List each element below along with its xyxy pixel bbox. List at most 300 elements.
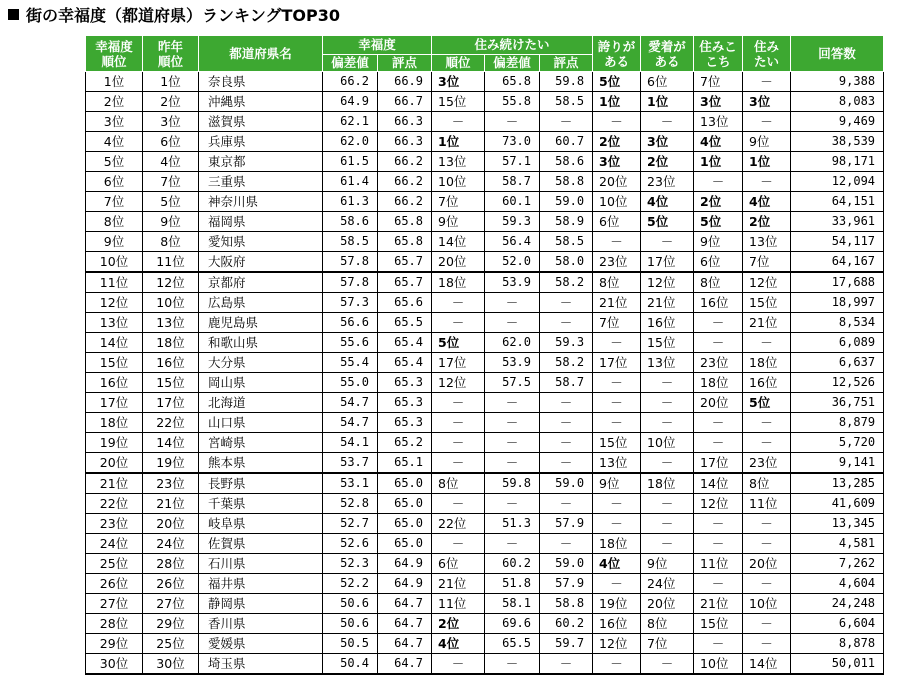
cell-want: －	[743, 574, 791, 594]
cell-want: 3位	[743, 92, 791, 112]
cell-kl-rank: 11位	[432, 594, 485, 614]
cell-count: 41,609	[791, 494, 884, 514]
cell-count: 9,388	[791, 72, 884, 92]
cell-kl-score: 58.9	[540, 212, 593, 232]
cell-dev: 50.6	[323, 614, 378, 634]
cell-kl-score: －	[540, 494, 593, 514]
cell-kl-dev: 62.0	[485, 333, 540, 353]
cell-kl-rank: 22位	[432, 514, 485, 534]
square-bullet-icon	[8, 9, 19, 20]
cell-kl-rank: 20位	[432, 252, 485, 273]
cell-kl-score: 59.0	[540, 192, 593, 212]
table-row	[86, 152, 884, 172]
cell-attach: 6位	[641, 72, 694, 92]
cell-comfort: －	[694, 634, 743, 654]
cell-prev-rank: 1位	[143, 72, 199, 92]
cell-score: 65.6	[378, 293, 432, 313]
cell-kl-dev: 60.2	[485, 554, 540, 574]
cell-pref: 宮崎県	[199, 433, 323, 453]
cell-count: 4,581	[791, 534, 884, 554]
cell-attach: －	[641, 393, 694, 413]
cell-score: 65.8	[378, 212, 432, 232]
cell-pride: 6位	[593, 212, 641, 232]
cell-kl-dev: －	[485, 393, 540, 413]
table-row	[86, 373, 884, 393]
cell-comfort: －	[694, 514, 743, 534]
cell-pride: －	[593, 494, 641, 514]
cell-pref: 佐賀県	[199, 534, 323, 554]
cell-pride: －	[593, 654, 641, 675]
cell-rank: 10位	[86, 252, 143, 273]
cell-score: 66.7	[378, 92, 432, 112]
cell-score: 65.0	[378, 494, 432, 514]
cell-kl-score: 58.5	[540, 232, 593, 252]
cell-rank: 4位	[86, 132, 143, 152]
cell-comfort: 5位	[694, 212, 743, 232]
cell-score: 65.8	[378, 232, 432, 252]
cell-kl-dev: －	[485, 534, 540, 554]
cell-kl-dev: 51.3	[485, 514, 540, 534]
cell-dev: 52.8	[323, 494, 378, 514]
cell-comfort: －	[694, 574, 743, 594]
cell-kl-rank: 9位	[432, 212, 485, 232]
cell-dev: 61.4	[323, 172, 378, 192]
cell-kl-dev: －	[485, 112, 540, 132]
cell-pref: 埼玉県	[199, 654, 323, 675]
cell-kl-rank: －	[432, 453, 485, 474]
cell-score: 64.7	[378, 634, 432, 654]
cell-prev-rank: 23位	[143, 473, 199, 494]
cell-kl-score: 59.0	[540, 473, 593, 494]
table-row	[86, 72, 884, 92]
cell-want: －	[743, 634, 791, 654]
cell-want: 23位	[743, 453, 791, 474]
cell-count: 13,285	[791, 473, 884, 494]
table-row	[86, 212, 884, 232]
cell-rank: 17位	[86, 393, 143, 413]
cell-attach: －	[641, 494, 694, 514]
cell-pride: 23位	[593, 252, 641, 273]
cell-pride: 2位	[593, 132, 641, 152]
cell-kl-score: －	[540, 534, 593, 554]
table-row	[86, 494, 884, 514]
table-row	[86, 92, 884, 112]
cell-count: 50,011	[791, 654, 884, 675]
cell-comfort: 21位	[694, 594, 743, 614]
cell-kl-dev: －	[485, 413, 540, 433]
cell-kl-score: 58.8	[540, 172, 593, 192]
cell-comfort: －	[694, 172, 743, 192]
cell-pref: 京都府	[199, 272, 323, 293]
cell-pride: 4位	[593, 554, 641, 574]
cell-dev: 62.0	[323, 132, 378, 152]
cell-want: －	[743, 413, 791, 433]
cell-comfort: 12位	[694, 494, 743, 514]
cell-pride: 19位	[593, 594, 641, 614]
cell-attach: －	[641, 453, 694, 474]
cell-attach: －	[641, 534, 694, 554]
cell-kl-dev: 56.4	[485, 232, 540, 252]
cell-kl-rank: 5位	[432, 333, 485, 353]
table-row	[86, 112, 884, 132]
cell-want: －	[743, 172, 791, 192]
cell-prev-rank: 10位	[143, 293, 199, 313]
cell-count: 98,171	[791, 152, 884, 172]
cell-dev: 52.3	[323, 554, 378, 574]
cell-rank: 28位	[86, 614, 143, 634]
cell-score: 65.0	[378, 473, 432, 494]
cell-attach: 3位	[641, 132, 694, 152]
cell-comfort: 10位	[694, 654, 743, 675]
cell-pride: －	[593, 112, 641, 132]
cell-count: 18,997	[791, 293, 884, 313]
cell-kl-rank: 10位	[432, 172, 485, 192]
cell-attach: 18位	[641, 473, 694, 494]
cell-kl-score: －	[540, 654, 593, 675]
table-row	[86, 333, 884, 353]
cell-attach: 24位	[641, 574, 694, 594]
cell-count: 8,879	[791, 413, 884, 433]
header-kl-rank: 順位	[432, 55, 485, 72]
cell-pref: 岡山県	[199, 373, 323, 393]
cell-rank: 27位	[86, 594, 143, 614]
cell-count: 38,539	[791, 132, 884, 152]
header-attach: 愛着がある	[641, 36, 694, 72]
cell-attach: 20位	[641, 594, 694, 614]
cell-rank: 25位	[86, 554, 143, 574]
cell-pref: 愛媛県	[199, 634, 323, 654]
cell-prev-rank: 3位	[143, 112, 199, 132]
cell-prev-rank: 6位	[143, 132, 199, 152]
cell-kl-score: －	[540, 293, 593, 313]
cell-count: 54,117	[791, 232, 884, 252]
cell-prev-rank: 13位	[143, 313, 199, 333]
cell-rank: 18位	[86, 413, 143, 433]
cell-attach: 10位	[641, 433, 694, 453]
cell-kl-score: 58.7	[540, 373, 593, 393]
header-prev-rank: 昨年順位	[143, 36, 199, 72]
cell-pref: 三重県	[199, 172, 323, 192]
cell-kl-dev: 60.1	[485, 192, 540, 212]
cell-kl-score: 60.2	[540, 614, 593, 634]
cell-dev: 52.2	[323, 574, 378, 594]
cell-dev: 53.7	[323, 453, 378, 474]
cell-prev-rank: 12位	[143, 272, 199, 293]
cell-count: 64,167	[791, 252, 884, 273]
cell-rank: 26位	[86, 574, 143, 594]
cell-comfort: 15位	[694, 614, 743, 634]
cell-pref: 奈良県	[199, 72, 323, 92]
cell-comfort: 2位	[694, 192, 743, 212]
cell-prev-rank: 18位	[143, 333, 199, 353]
cell-kl-dev: －	[485, 433, 540, 453]
cell-dev: 54.1	[323, 433, 378, 453]
cell-score: 64.7	[378, 654, 432, 675]
cell-rank: 29位	[86, 634, 143, 654]
cell-pref: 兵庫県	[199, 132, 323, 152]
cell-prev-rank: 21位	[143, 494, 199, 514]
cell-prev-rank: 25位	[143, 634, 199, 654]
cell-rank: 3位	[86, 112, 143, 132]
cell-rank: 5位	[86, 152, 143, 172]
cell-pref: 山口県	[199, 413, 323, 433]
cell-count: 8,534	[791, 313, 884, 333]
cell-kl-rank: 4位	[432, 634, 485, 654]
cell-kl-rank: －	[432, 494, 485, 514]
cell-pride: 18位	[593, 534, 641, 554]
cell-dev: 61.3	[323, 192, 378, 212]
cell-attach: 4位	[641, 192, 694, 212]
cell-want: 5位	[743, 393, 791, 413]
cell-count: 13,345	[791, 514, 884, 534]
cell-comfort: 23位	[694, 353, 743, 373]
cell-kl-score: 59.0	[540, 554, 593, 574]
cell-count: 24,248	[791, 594, 884, 614]
table-row	[86, 654, 884, 675]
cell-prev-rank: 9位	[143, 212, 199, 232]
cell-score: 66.9	[378, 72, 432, 92]
cell-attach: 13位	[641, 353, 694, 373]
cell-rank: 19位	[86, 433, 143, 453]
cell-prev-rank: 20位	[143, 514, 199, 534]
cell-prev-rank: 24位	[143, 534, 199, 554]
cell-score: 64.9	[378, 574, 432, 594]
cell-pride: 5位	[593, 72, 641, 92]
cell-kl-dev: 57.5	[485, 373, 540, 393]
header-count: 回答数	[791, 36, 884, 72]
cell-pref: 広島県	[199, 293, 323, 313]
cell-prev-rank: 2位	[143, 92, 199, 112]
cell-rank: 2位	[86, 92, 143, 112]
cell-pref: 鹿児島県	[199, 313, 323, 333]
cell-count: 12,094	[791, 172, 884, 192]
cell-comfort: －	[694, 333, 743, 353]
cell-attach: 5位	[641, 212, 694, 232]
cell-kl-score: 57.9	[540, 574, 593, 594]
cell-pref: 福井県	[199, 574, 323, 594]
cell-want: －	[743, 514, 791, 534]
cell-prev-rank: 27位	[143, 594, 199, 614]
cell-kl-dev: 58.1	[485, 594, 540, 614]
cell-dev: 57.8	[323, 272, 378, 293]
ranking-table-body	[86, 72, 884, 675]
cell-rank: 30位	[86, 654, 143, 675]
cell-want: 4位	[743, 192, 791, 212]
cell-want: 2位	[743, 212, 791, 232]
cell-want: －	[743, 433, 791, 453]
cell-prev-rank: 22位	[143, 413, 199, 433]
cell-count: 33,961	[791, 212, 884, 232]
cell-score: 65.5	[378, 313, 432, 333]
cell-kl-score: 58.0	[540, 252, 593, 273]
table-row	[86, 453, 884, 474]
cell-pref: 沖縄県	[199, 92, 323, 112]
cell-pride: －	[593, 413, 641, 433]
cell-kl-score: 58.5	[540, 92, 593, 112]
cell-pref: 福岡県	[199, 212, 323, 232]
cell-rank: 9位	[86, 232, 143, 252]
cell-dev: 50.4	[323, 654, 378, 675]
cell-pride: －	[593, 574, 641, 594]
cell-kl-rank: 7位	[432, 192, 485, 212]
cell-dev: 57.8	[323, 252, 378, 273]
cell-want: 14位	[743, 654, 791, 675]
cell-kl-score: －	[540, 453, 593, 474]
cell-pride: 16位	[593, 614, 641, 634]
cell-comfort: 3位	[694, 92, 743, 112]
cell-pride: －	[593, 232, 641, 252]
cell-kl-rank: －	[432, 413, 485, 433]
cell-kl-rank: －	[432, 313, 485, 333]
header-happiness: 幸福度	[323, 36, 432, 55]
cell-score: 65.7	[378, 272, 432, 293]
cell-score: 65.3	[378, 413, 432, 433]
page-title-text: 街の幸福度（都道府県）ランキングTOP30	[26, 6, 341, 25]
cell-comfort: 16位	[694, 293, 743, 313]
cell-comfort: 11位	[694, 554, 743, 574]
cell-kl-dev: 58.7	[485, 172, 540, 192]
cell-pref: 静岡県	[199, 594, 323, 614]
cell-attach: 9位	[641, 554, 694, 574]
cell-attach: －	[641, 654, 694, 675]
cell-pref: 北海道	[199, 393, 323, 413]
cell-prev-rank: 17位	[143, 393, 199, 413]
cell-kl-score: 59.8	[540, 72, 593, 92]
cell-prev-rank: 11位	[143, 252, 199, 273]
cell-rank: 15位	[86, 353, 143, 373]
cell-score: 65.1	[378, 453, 432, 474]
cell-pref: 滋賀県	[199, 112, 323, 132]
table-row	[86, 393, 884, 413]
cell-score: 66.3	[378, 132, 432, 152]
cell-want: 7位	[743, 252, 791, 273]
cell-want: 1位	[743, 152, 791, 172]
cell-pride: 15位	[593, 433, 641, 453]
cell-kl-score: 58.8	[540, 594, 593, 614]
cell-score: 64.7	[378, 614, 432, 634]
cell-prev-rank: 4位	[143, 152, 199, 172]
cell-kl-dev: －	[485, 293, 540, 313]
cell-dev: 55.4	[323, 353, 378, 373]
table-row	[86, 614, 884, 634]
cell-rank: 1位	[86, 72, 143, 92]
cell-attach: 21位	[641, 293, 694, 313]
cell-want: 16位	[743, 373, 791, 393]
cell-comfort: －	[694, 413, 743, 433]
cell-count: 9,469	[791, 112, 884, 132]
cell-dev: 54.7	[323, 393, 378, 413]
cell-count: 36,751	[791, 393, 884, 413]
cell-kl-score: 59.7	[540, 634, 593, 654]
cell-pride: 3位	[593, 152, 641, 172]
table-row	[86, 313, 884, 333]
cell-prev-rank: 29位	[143, 614, 199, 634]
cell-pref: 石川県	[199, 554, 323, 574]
cell-want: 21位	[743, 313, 791, 333]
table-row	[86, 574, 884, 594]
cell-score: 65.4	[378, 353, 432, 373]
cell-kl-dev: －	[485, 453, 540, 474]
cell-pref: 和歌山県	[199, 333, 323, 353]
cell-kl-rank: －	[432, 433, 485, 453]
cell-pride: －	[593, 373, 641, 393]
cell-comfort: 7位	[694, 72, 743, 92]
cell-prev-rank: 26位	[143, 574, 199, 594]
table-row	[86, 534, 884, 554]
cell-pride: 7位	[593, 313, 641, 333]
cell-prev-rank: 5位	[143, 192, 199, 212]
cell-count: 4,604	[791, 574, 884, 594]
cell-prev-rank: 8位	[143, 232, 199, 252]
cell-want: 15位	[743, 293, 791, 313]
cell-rank: 7位	[86, 192, 143, 212]
cell-rank: 16位	[86, 373, 143, 393]
cell-kl-score: 58.2	[540, 353, 593, 373]
cell-dev: 50.5	[323, 634, 378, 654]
table-row	[86, 514, 884, 534]
cell-score: 65.0	[378, 514, 432, 534]
cell-attach: －	[641, 373, 694, 393]
header-kl-score: 評点	[540, 55, 593, 72]
cell-attach: 2位	[641, 152, 694, 172]
cell-rank: 6位	[86, 172, 143, 192]
table-row	[86, 554, 884, 574]
cell-attach: －	[641, 413, 694, 433]
cell-count: 6,089	[791, 333, 884, 353]
cell-count: 7,262	[791, 554, 884, 574]
cell-rank: 22位	[86, 494, 143, 514]
header-kl-dev: 偏差値	[485, 55, 540, 72]
cell-rank: 12位	[86, 293, 143, 313]
cell-attach: 17位	[641, 252, 694, 273]
cell-prev-rank: 30位	[143, 654, 199, 675]
cell-prev-rank: 16位	[143, 353, 199, 373]
cell-comfort: 6位	[694, 252, 743, 273]
cell-score: 65.7	[378, 252, 432, 273]
cell-comfort: －	[694, 313, 743, 333]
table-row	[86, 353, 884, 373]
cell-score: 66.3	[378, 112, 432, 132]
cell-dev: 62.1	[323, 112, 378, 132]
cell-kl-dev: 57.1	[485, 152, 540, 172]
header-want: 住みたい	[743, 36, 791, 72]
cell-kl-dev: 52.0	[485, 252, 540, 273]
cell-dev: 55.6	[323, 333, 378, 353]
cell-want: －	[743, 534, 791, 554]
cell-kl-rank: 14位	[432, 232, 485, 252]
cell-kl-rank: －	[432, 293, 485, 313]
cell-count: 9,141	[791, 453, 884, 474]
table-row	[86, 293, 884, 313]
cell-kl-rank: 1位	[432, 132, 485, 152]
cell-attach: 15位	[641, 333, 694, 353]
cell-kl-rank: －	[432, 393, 485, 413]
cell-kl-rank: 15位	[432, 92, 485, 112]
cell-score: 66.2	[378, 152, 432, 172]
cell-prev-rank: 15位	[143, 373, 199, 393]
header-score: 評点	[378, 55, 432, 72]
cell-score: 65.3	[378, 393, 432, 413]
table-row	[86, 172, 884, 192]
header-dev: 偏差値	[323, 55, 378, 72]
cell-pref: 岐阜県	[199, 514, 323, 534]
cell-kl-dev: －	[485, 313, 540, 333]
ranking-table	[85, 35, 884, 675]
cell-dev: 55.0	[323, 373, 378, 393]
cell-kl-score: 58.2	[540, 272, 593, 293]
cell-kl-dev: 51.8	[485, 574, 540, 594]
cell-pref: 大分県	[199, 353, 323, 373]
